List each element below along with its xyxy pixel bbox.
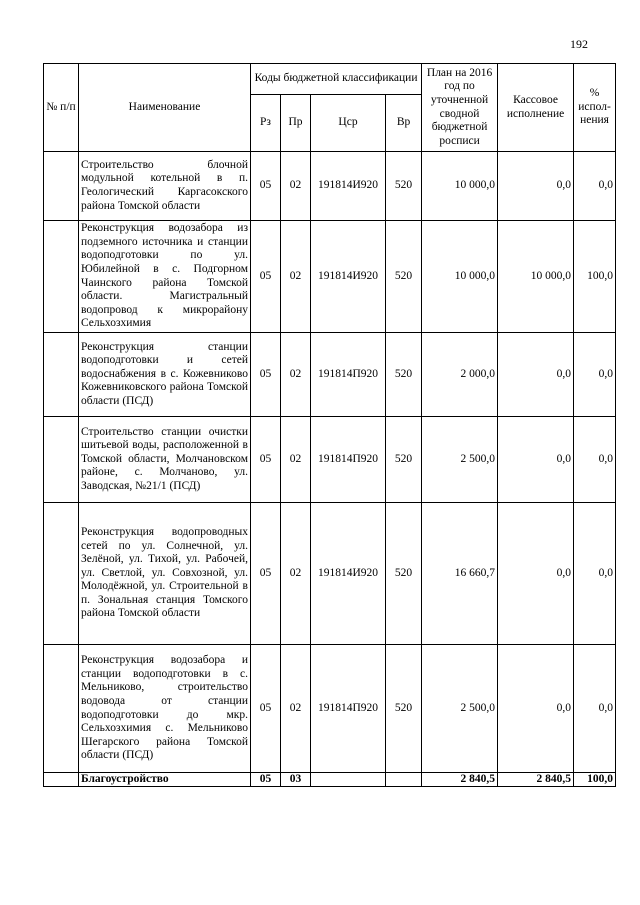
- cell-rz: 05: [251, 333, 281, 417]
- cell-plan: 2 500,0: [422, 645, 498, 773]
- cell-num: [44, 773, 79, 787]
- cell-num: [44, 333, 79, 417]
- cell-cash: 0,0: [498, 417, 574, 503]
- cell-name: Реконструкция водозабора и станции водоподготовки в с. Мельниково, строительство водовода от станции водоподготовки до мкр. Сельхозхимия с. Мельниково Шегарского района Томской области (ПСД): [79, 645, 251, 773]
- table-body: [44, 152, 616, 787]
- cell-pr: 02: [281, 333, 311, 417]
- cell-cash: 0,0: [498, 152, 574, 221]
- cell-num: [44, 645, 79, 773]
- cell-name: Реконструкция водозабора из подземного источника и станции водоподготовки по ул. Юбилейной в с. Подгорном Чаинского района Томской области. Магистральный водопровод к микрорайону Сельхозхимия: [79, 221, 251, 333]
- cell-pr: 03: [281, 773, 311, 787]
- header-plan: План на 2016 год по уточненной сводной бюджетной росписи: [422, 64, 498, 152]
- cell-csr: 191814И920: [311, 221, 386, 333]
- cell-name: Благоустройство: [79, 773, 251, 787]
- cell-name: Реконструкция станции водоподготовки и сетей водоснабжения в с. Кожевниково Кожевниковского района Томской области (ПСД): [79, 333, 251, 417]
- table-row: [44, 645, 616, 773]
- cell-vr: 520: [386, 503, 422, 645]
- cell-percent: 100,0: [574, 221, 616, 333]
- cell-plan: 2 840,5: [422, 773, 498, 787]
- budget-table: [43, 63, 616, 787]
- cell-plan: 2 500,0: [422, 417, 498, 503]
- cell-cash: 0,0: [498, 503, 574, 645]
- table-row: [44, 417, 616, 503]
- cell-rz: 05: [251, 503, 281, 645]
- cell-pr: 02: [281, 152, 311, 221]
- cell-rz: 05: [251, 417, 281, 503]
- cell-percent: 0,0: [574, 417, 616, 503]
- cell-percent: 0,0: [574, 333, 616, 417]
- cell-name: Строительство блочной модульной котельной в п. Геологический Каргасокского района Томской области: [79, 152, 251, 221]
- cell-pr: 02: [281, 417, 311, 503]
- table-row-total: [44, 773, 616, 787]
- cell-cash: 2 840,5: [498, 773, 574, 787]
- cell-csr: 191814П920: [311, 645, 386, 773]
- header-codes-group: Коды бюджетной классификации: [251, 64, 422, 95]
- cell-csr: 191814П920: [311, 417, 386, 503]
- cell-rz: 05: [251, 773, 281, 787]
- cell-vr: 520: [386, 417, 422, 503]
- header-cash: Кассовое исполнение: [498, 64, 574, 152]
- cell-num: [44, 221, 79, 333]
- table-row: [44, 503, 616, 645]
- cell-vr: [386, 773, 422, 787]
- table-row: [44, 333, 616, 417]
- cell-percent: 0,0: [574, 503, 616, 645]
- cell-num: [44, 503, 79, 645]
- cell-cash: 10 000,0: [498, 221, 574, 333]
- cell-csr: 191814П920: [311, 333, 386, 417]
- cell-plan: 10 000,0: [422, 152, 498, 221]
- header-num: № п/п: [44, 64, 79, 152]
- table-header: [44, 64, 616, 152]
- cell-name: Реконструкция водопроводных сетей по ул. Солнечной, ул. Зелёной, ул. Тихой, ул. Рабочей, ул. Светлой, ул. Совхозной, ул. Молодёжной, ул. Строительной в п. Зональная станция Томского района Томской области: [79, 503, 251, 645]
- cell-cash: 0,0: [498, 333, 574, 417]
- cell-name: Строительство станции очистки шитьевой воды, расположенной в Томской области, Молчановском районе, с. Молчаново, ул. Заводская, №21/1 (ПСД): [79, 417, 251, 503]
- page-number: 192: [570, 37, 588, 51]
- cell-vr: 520: [386, 221, 422, 333]
- cell-plan: 10 000,0: [422, 221, 498, 333]
- header-name: Наименование: [79, 64, 251, 152]
- cell-plan: 2 000,0: [422, 333, 498, 417]
- cell-plan: 16 660,7: [422, 503, 498, 645]
- cell-rz: 05: [251, 152, 281, 221]
- cell-num: [44, 152, 79, 221]
- cell-csr: 191814И920: [311, 152, 386, 221]
- cell-rz: 05: [251, 645, 281, 773]
- cell-rz: 05: [251, 221, 281, 333]
- cell-pr: 02: [281, 221, 311, 333]
- table-row: [44, 221, 616, 333]
- header-csr: Цср: [311, 95, 386, 152]
- header-pr: Пр: [281, 95, 311, 152]
- cell-vr: 520: [386, 333, 422, 417]
- cell-vr: 520: [386, 645, 422, 773]
- cell-csr: [311, 773, 386, 787]
- cell-num: [44, 417, 79, 503]
- cell-percent: 100,0: [574, 773, 616, 787]
- header-percent: % испол-нения: [574, 64, 616, 152]
- header-rz: Рз: [251, 95, 281, 152]
- cell-percent: 0,0: [574, 645, 616, 773]
- table-row: [44, 152, 616, 221]
- cell-percent: 0,0: [574, 152, 616, 221]
- cell-pr: 02: [281, 645, 311, 773]
- cell-cash: 0,0: [498, 645, 574, 773]
- cell-vr: 520: [386, 152, 422, 221]
- cell-pr: 02: [281, 503, 311, 645]
- cell-csr: 191814И920: [311, 503, 386, 645]
- header-vr: Вр: [386, 95, 422, 152]
